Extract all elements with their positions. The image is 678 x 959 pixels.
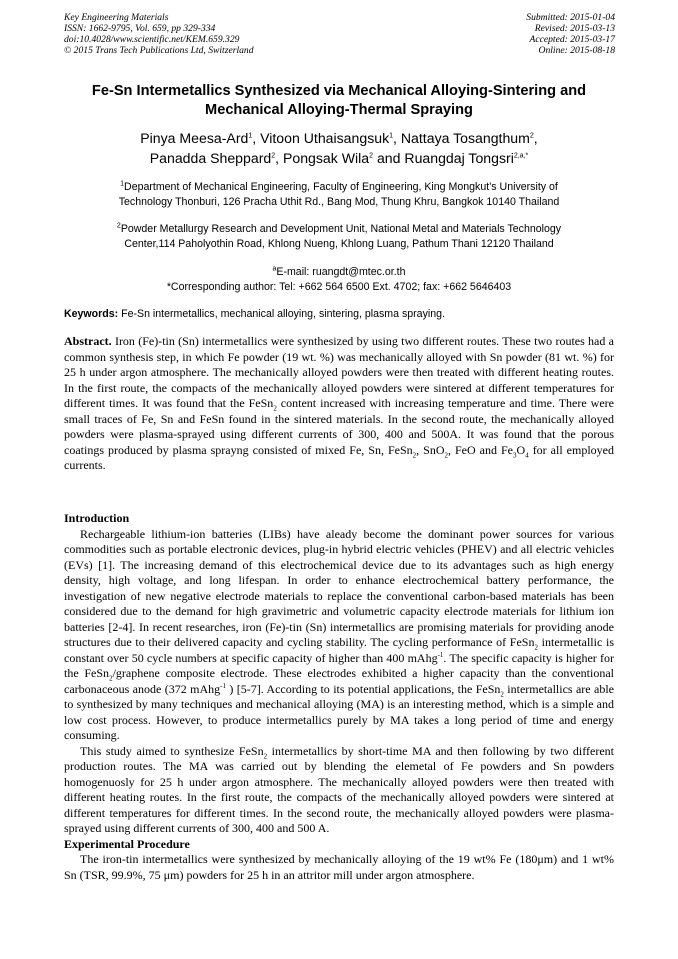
accepted-date: Accepted: 2015-03-17 [529,34,615,45]
subscript: 2 [263,751,268,760]
paragraph-text: intermetallic is constant over 50 cycle numbers at specific capacity of higher than 400 mAhg [64,635,614,665]
subscript: 2 [444,450,448,459]
abstract-text: for all employed currents. [64,442,615,472]
abstract-text: , SnO [416,442,445,457]
introduction-paragraph-1 [64,527,614,744]
subscript: 2 [500,689,504,698]
paragraph-text: /graphene composite electrode. These electrodes exhibited a higher capacity than the conventional carbonaceous anode (372 mAhg [64,666,614,696]
copyright: © 2015 Trans Tech Publications Ltd, Switzerland [64,45,254,56]
keywords-label: Keywords: [64,308,119,320]
main-text [64,511,614,883]
author-affil-ref: 2 [271,152,276,160]
paragraph-text: intermetallics are able to synthesized by many techniques and mechanical alloying (MA) is an interesting method, which is a simple and low cost process. However, to produce intermetallics purely by MA takes a long period of time and energy consuming. [64,681,614,742]
affil-text: Powder Metallurgy Research and Development Unit, National Metal and Materials Technology [120,223,562,235]
keywords [64,307,620,321]
affil-text: Department of Mechanical Engineering, Faculty of Engineering, King Mongkut’s University of [124,181,558,193]
affil-number: 1 [120,180,125,188]
affiliation-2-line-2: Center,114 Paholyothin Road, Khlong Nueng, Khlong Luang, Pathum Thani 12120 Thailand [124,238,554,250]
abstract [64,334,614,474]
affiliation-2 [52,222,626,252]
affiliation-1 [52,180,626,210]
journal-info [64,12,254,56]
affiliation-2-line-1 [52,222,626,237]
paragraph-text: Rechargeable lithium-ion batteries (LIBs) have aleady become the dominant power sources for various commodities such as portable electronic devices, plug-in hybrid electric vehicles (PHEV) and all electric vehicles (EVs) [1]. The increasing demand of this electrochemical device due to its advantages such as high energy density, high voltage, and long lifespan. In order to enhance electrochemical battery performance, the investigation of new negative electrode materials to replace the conventional carbon-based materials has been considered due to the demand for high gravimetric and volumetric capacity electrode materials for lithium ion batteries [2-4]. In recent researches, iron (Fe)-tin (Sn) intermetallics are promising materials for providing anode structures due to their delivered capacity and cycling stability. The cycling performance of FeSn [64,526,614,649]
issn: ISSN: 1662-9795, Vol. 659, pp 329-334 [64,23,216,34]
author-name: and Ruangdaj Tongsri [373,150,514,166]
author-line-2 [40,148,638,168]
abstract-text: , FeO and Fe [448,442,514,457]
author-line-1 [40,128,638,148]
journal-name: Key Engineering Materials [64,12,169,23]
author-affil-ref: 2 [529,132,534,140]
affiliation-1-line-1 [52,180,626,195]
online-date: Online: 2015-08-18 [538,45,615,56]
paragraph-text: intermetallics by short-time MA and then following by two different production routes. The MA was carried out by blending the elemetal of Fe powders and Sn powders homogenuosly for 25 h under argon atmosphere. The mechanically alloyed powders were then treated with different heating routes. In the first route, the compacts of the mechanically alloyed powders were sintered at different temperatures for different times. In the second route, the mechanically alloyed powders were plasma-sprayed using different currents of 300, 400 and 500 A. [64,743,614,835]
abstract-text: O [516,442,526,457]
subscript: 2 [412,450,417,459]
paragraph-text: ) [5-7]. According to its potential applications, the FeSn [225,681,501,696]
introduction-heading: Introduction [64,511,130,525]
contact-info [52,265,626,295]
email-line [52,265,626,280]
author-separator: , [533,130,538,146]
author-name: , Pongsak Wila [275,150,370,166]
submitted-date: Submitted: 2015-01-04 [526,12,615,23]
keywords-text: Fe-Sn intermetallics, mechanical alloying, sintering, plasma spraying. [118,308,445,320]
introduction-paragraph-2 [64,744,614,837]
subscript: 2 [273,404,277,413]
superscript: -1 [220,681,226,690]
abstract-text: Iron (Fe)-tin (Sn) intermetallics were synthesized by using two different routes. These two routes had a common synthesis step, in which Fe powder (19 wt. %) was mechanically alloyed with Sn powder (81 wt. %) for 25 h under argon atmosphere. The mechanically alloyed powders were then treated with different heating routes. In the first route, the compacts of the mechanically alloyed powders were sintered at different temperatures for different times. It was found that the FeSn [64,334,614,410]
author-affil-ref: 1 [248,132,253,140]
author-name: , Vitoon Uthaisangsuk [252,130,390,146]
title-line-2: Mechanical Alloying-Thermal Spraying [205,102,473,118]
subscript: 4 [525,450,529,459]
author-list [40,128,638,168]
title-line-1: Fe-Sn Intermetallics Synthesized via Mechanical Alloying-Sintering and [91,83,587,99]
author-name: , Nattaya Tosangthum [393,130,530,146]
author-name: Pinya Meesa-Ard [140,130,249,146]
doi: doi:10.4028/www.scientific.net/KEM.659.329 [64,34,240,45]
experimental-paragraph-1: The iron-tin intermetallics were synthesized by mechanically alloying of the 19 wt% Fe (180μm) and 1 wt% Sn (TSR, 99.9%, 75 μm) powders for 25 h in an attritor mill under argon atmosphere. [64,852,614,882]
email-marker: a [272,265,277,273]
superscript: -1 [437,650,444,659]
subscript: 2 [534,643,538,652]
affil-number: 2 [116,222,121,230]
abstract-text: content increased with increasing temperature and time. There were small traces of Fe, Sn and FeSn found in the sintered materials. In the second route, the mechanically alloyed powders were plasma-sprayed using different currents of 300, 400 and 500A. It was found that the porous coatings produced by plasma sprayng consisted of mixed Fe, Sn, FeSn [64,396,614,457]
abstract-label: Abstract. [64,334,112,348]
author-affil-ref: 2 [369,152,374,160]
affiliation-1-line-2: Technology Thonburi, 126 Pracha Uthit Rd., Bang Mod, Thung Khru, Bangkok 10140 Thailand [118,196,560,208]
author-affil-ref: 2,a,* [513,152,529,160]
corresponding-author: *Corresponding author: Tel: +662 564 6500 Ext. 4702; fax: +662 5646403 [166,281,512,293]
subscript: 3 [513,450,517,459]
abstract-paragraph [64,334,614,474]
paragraph-text: . The specific capacity is higher for the FeSn [64,650,614,680]
paragraph-text: This study aimed to synthesize FeSn [80,743,264,758]
author-name: Panadda Sheppard [149,150,272,166]
paper-title [40,82,638,120]
publication-dates [526,12,615,56]
email-text: E-mail: ruangdt@mtec.or.th [276,266,406,278]
subscript: 2 [109,674,113,683]
author-affil-ref: 1 [389,132,394,140]
experimental-heading: Experimental Procedure [64,836,190,851]
revised-date: Revised: 2015-03-13 [534,23,615,34]
